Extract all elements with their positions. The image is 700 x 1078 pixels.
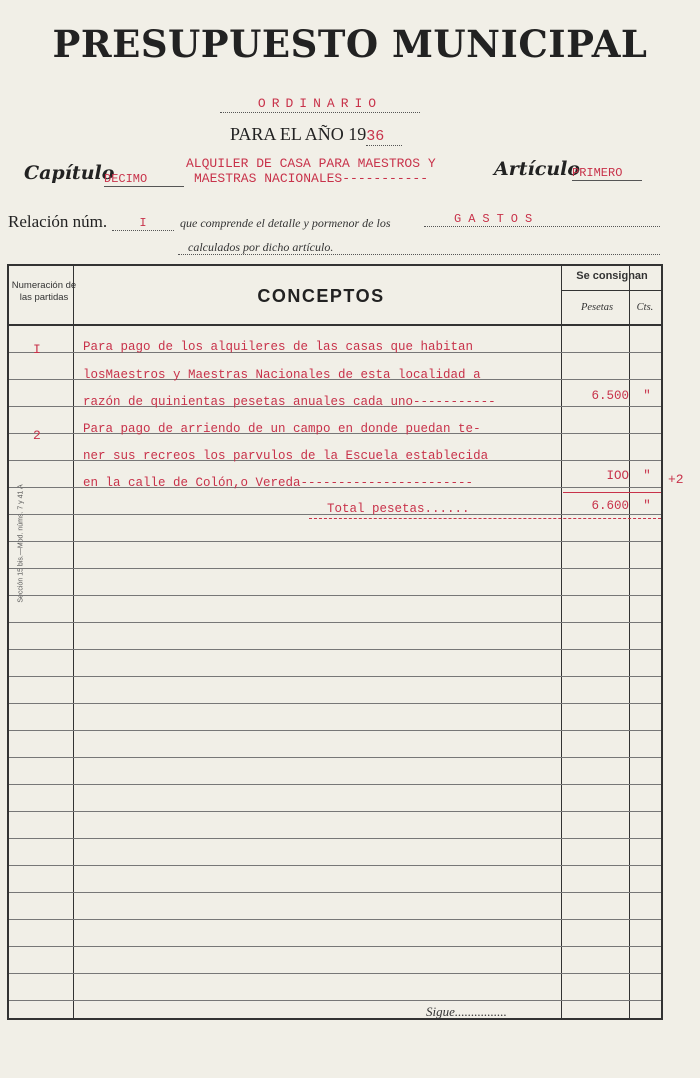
ruled-line [9,541,661,542]
concept-line: Para pago de arriendo de un campo en donde puedan te- [83,422,481,436]
ruled-line [9,676,661,677]
capitulo-description-line1: ALQUILER DE CASA PARA MAESTROS Y [186,156,436,171]
header-conceptos: CONCEPTOS [257,286,385,306]
ruled-line [9,757,661,758]
total-underline [309,518,661,519]
concept-line: en la calle de Colón,o Vereda----------------------- [83,476,474,490]
budget-type: ORDINARIO [220,96,420,113]
ruled-line [9,595,661,596]
relacion-text: que comprende el detalle y pormenor de los [180,216,391,230]
concept-line: Para pago de los alquileres de las casas que habitan [83,340,474,354]
budget-table [7,264,663,1020]
amount-pesetas: 6.500 [591,389,629,403]
row-number: 2 [33,428,41,443]
capitulo-value: DECIMO [104,172,184,187]
ruled-line [9,946,661,947]
concept-line: losMaestros y Maestras Nacionales de esta localidad a [83,368,481,382]
relacion-value: GASTOS [424,212,660,227]
articulo-value: PRIMERO [572,166,642,181]
consignan-divider [561,290,661,291]
row-number: I [33,342,41,357]
relacion-number: I [112,216,174,231]
ruled-line [9,838,661,839]
year-suffix: 36 [366,128,385,145]
header-numeracion: Numeración de las partidas [11,280,77,303]
ruled-line [9,703,661,704]
ruled-line [9,784,661,785]
relacion-divider [178,254,660,255]
total-label: Total pesetas...... [327,502,470,516]
total-cts: " [643,499,651,513]
ruled-line [9,730,661,731]
ruled-line [9,1000,661,1001]
capitulo-description-line2: MAESTRAS NACIONALES----------- [194,171,429,186]
margin-note: +2 [668,472,684,487]
ruled-line [9,892,661,893]
capitulo-description [186,156,476,186]
articulo-label: Artículo [494,158,581,180]
header-divider [9,324,661,326]
concept-line: ner sus recreos los parvulos de la Escuela establecida [83,449,489,463]
relacion-label: Relación núm. [8,212,108,231]
ruled-line [9,649,661,650]
concept-line: razón de quinientas pesetas anuales cada uno----------- [83,395,496,409]
page-title: PRESUPUESTO MUNICIPAL [52,22,648,66]
continue-label: Sigue................ [426,1004,507,1019]
ruled-line [9,865,661,866]
header-consignan: Se consignan [576,270,648,282]
ruled-line [9,973,661,974]
year-prefix: PARA EL AÑO 19 [230,124,367,144]
amount-pesetas: IOO [606,469,629,483]
total-pesetas: 6.600 [591,499,629,513]
amount-cts: " [643,389,651,403]
ruled-line [9,811,661,812]
total-rule [563,492,661,493]
ruled-line [9,568,661,569]
ruled-line [9,622,661,623]
ruled-line [9,919,661,920]
header-cts: Cts. [636,302,654,313]
budget-year [230,124,402,146]
relacion-text-2: calculados por dicho artículo. [188,240,334,254]
capitulo-label: Capítulo [24,162,115,184]
side-note: Sección 15 bis.—Mod. núms. 7 y 41 A [17,484,25,603]
header-pesetas: Pesetas [580,302,614,313]
amount-cts: " [643,469,651,483]
